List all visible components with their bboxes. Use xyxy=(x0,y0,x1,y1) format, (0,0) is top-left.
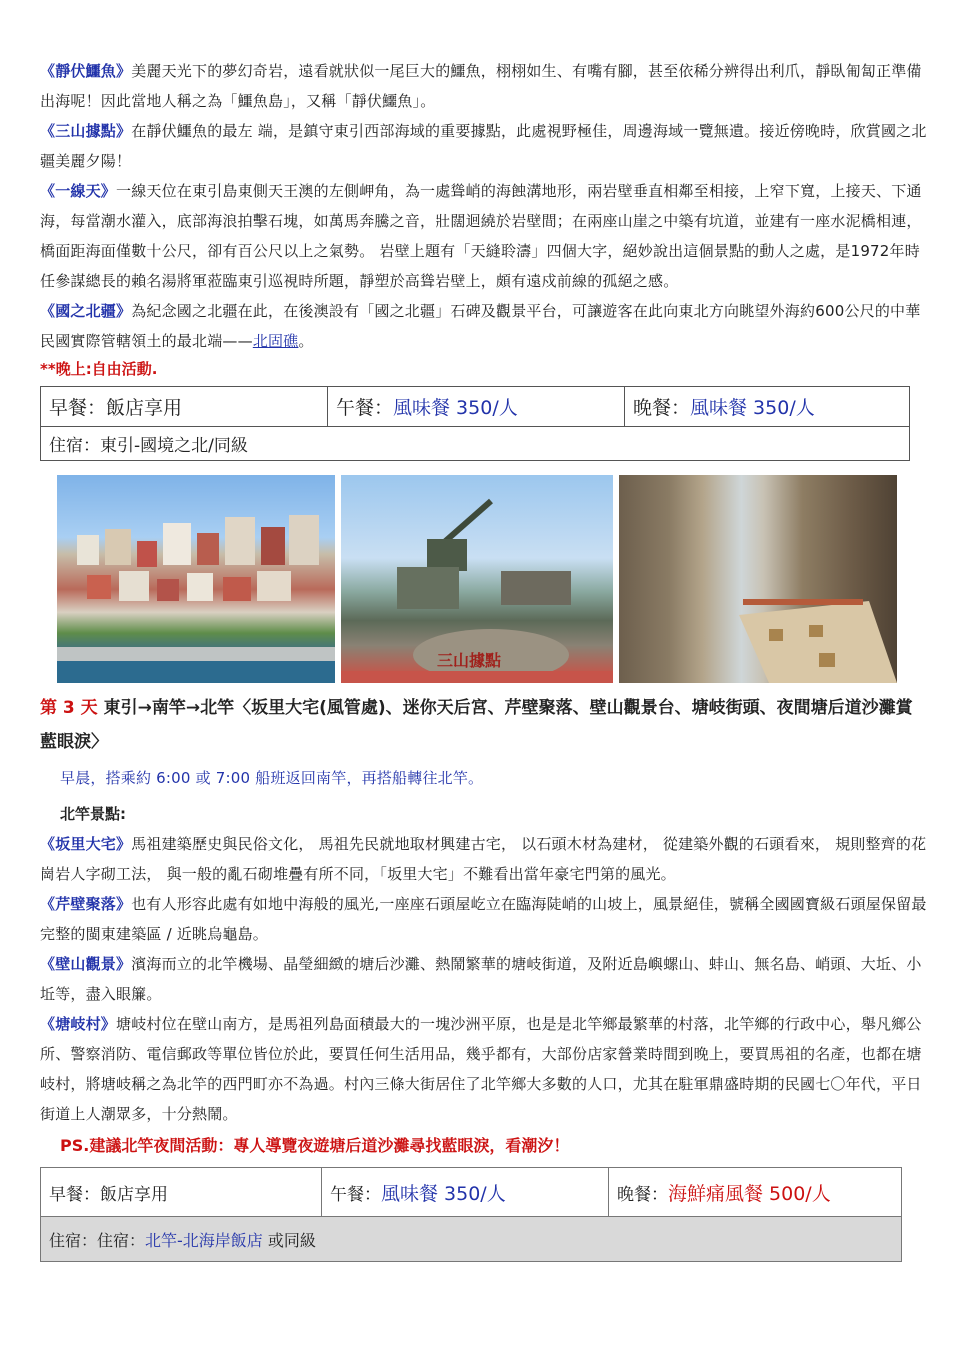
stay-text: 住宿：東引-國境之北/同級 xyxy=(49,436,248,456)
term-crocodile: 《靜伏鱷魚》 xyxy=(40,62,132,80)
lunch-cell-2 xyxy=(322,1168,609,1217)
lunch-label: 午餐： xyxy=(336,397,394,419)
day3-title xyxy=(40,691,928,759)
breakfast-cell xyxy=(41,387,328,427)
paragraph-sanshan xyxy=(40,116,928,176)
term-tangqi: 《塘岐村》 xyxy=(40,1015,117,1033)
text-bishan: 濱海而立的北竿機場、晶瑩細緻的塘后沙灘、熱鬧繁華的塘岐街道，及附近島嶼螺山、蚌山、無名島、峭頭、大坵、小坵等，盡入眼簾。 xyxy=(40,955,922,1003)
lunch-cell xyxy=(328,387,625,427)
lunch-value-2: 風味餐 350/人 xyxy=(381,1182,506,1205)
day3-morning: 早晨，搭乘約 6:00 或 7:00 船班返回南竿，再搭船轉往北竿。 xyxy=(60,769,484,787)
breakfast-text: 早餐：飯店享用 xyxy=(49,397,183,419)
text-banli: 馬祖建築歷史與民俗文化， 馬祖先民就地取材興建古宅， 以石頭木材為建材， 從建築外觀的石頭看來， 規則整齊的花崗岩人字砌工法， 與一般的亂石砌堆疊有所不同，「坂里大宅」不難看出當年豪宅門第的風光。 xyxy=(40,835,927,883)
dinner-value: 風味餐 350/人 xyxy=(690,397,815,419)
paragraph-qinbi xyxy=(40,889,928,949)
day3-label: 第 3 天 xyxy=(40,698,98,718)
photo-strip xyxy=(57,475,913,683)
stay-hotel-2: 北竿-北海岸飯店 xyxy=(145,1230,263,1250)
meals-table-day2 xyxy=(40,386,910,461)
evening-note: **晚上:自由活動. xyxy=(40,360,158,378)
paragraph-banli xyxy=(40,829,928,889)
paragraph-north-frontier xyxy=(40,296,928,356)
itinerary-page xyxy=(40,56,928,1262)
paragraph-tangqi xyxy=(40,1009,928,1129)
beigan-subhead: 北竿景點: xyxy=(60,805,126,823)
stay-cell xyxy=(41,427,910,461)
breakfast-cell-2 xyxy=(41,1168,322,1217)
stay-prefix-2: 住宿：住宿： xyxy=(49,1230,146,1250)
term-sanshan: 《三山據點》 xyxy=(40,122,132,140)
paragraph-bishan xyxy=(40,949,928,1009)
dinner-value-2: 海鮮痛風餐 500/人 xyxy=(668,1182,831,1205)
stay-cell-2 xyxy=(41,1217,902,1262)
breakfast-text-2: 早餐：飯店享用 xyxy=(49,1184,168,1205)
term-bishan: 《壁山觀景》 xyxy=(40,955,132,973)
meals-table-day3 xyxy=(40,1167,902,1262)
day3-route: 東引→南竿→北竿〈坂里大宅(風管處)、迷你天后宮、芹壁聚落、壁山觀景台、塘岐街頭、夜間塘后道沙灘賞藍眼淚〉 xyxy=(40,698,913,752)
cliff-gorge-photo xyxy=(619,475,897,683)
text-tangqi: 塘岐村位在壁山南方，是馬祖列島面積最大的一塊沙洲平原，也是是北竿鄉最繁華的村落，北竿鄉的行政中心，舉凡鄉公所、警察消防、電信郵政等單位皆位於此，要買任何生活用品，幾乎都有，大部份店家營業時間到晚上，要買馬祖的名產，也都在塘岐村，將塘岐稱之為北竿的西門町亦不為過。村內三條大街居住了北竿鄉大多數的人口，尤其在駐軍鼎盛時期的民國七〇年代，平日街道上人潮眾多，十分熱鬧。 xyxy=(40,1015,922,1123)
lunch-value: 風味餐 350/人 xyxy=(393,397,518,419)
term-north-frontier: 《國之北疆》 xyxy=(40,302,132,320)
term-yixiantian: 《一線天》 xyxy=(40,182,117,200)
anti-aircraft-gun-photo xyxy=(341,475,613,683)
term-qinbi: 《芹壁聚落》 xyxy=(40,895,132,913)
ps-note: PS.建議北竿夜間活動：專人導覽夜遊塘后道沙灘尋找藍眼淚，看潮汐！ xyxy=(60,1136,570,1155)
stay-suffix-2: 或同級 xyxy=(262,1230,316,1250)
text-qinbi: 也有人形容此處有如地中海般的風光,一座座石頭屋屹立在臨海陡峭的山坡上，風景絕佳，號稱全國國寶級石頭屋保留最完整的閩東建築區 / 近眺烏龜島。 xyxy=(40,895,927,943)
dinner-label-2: 晚餐： xyxy=(617,1184,668,1205)
dinner-label: 晚餐： xyxy=(633,397,691,419)
paragraph-yixiantian xyxy=(40,176,928,296)
text-yixiantian: 一線天位在東引島東側天王澳的左側岬角，為一處聳峭的海蝕溝地形，兩岩壁垂直相鄰至相接，上窄下寬，上接天、下通海，每當潮水灌入，底部海浪拍擊石塊，如萬馬奔騰之音，壯闊迴繞於岩壁間；在兩座山崖之中築有坑道，並建有一座水泥橋相連，橋面距海面僅數十公尺，卻有百公尺以上之氣勢。 岩壁上題有「天縫聆濤」四個大字，絕妙說出這個景點的動人之處，是1972年時任參謀總長的賴名湯將軍蒞臨東引巡視時所題，靜塑於高聳岩壁上，頗有遠戍前線的孤絕之感。 xyxy=(40,182,922,290)
dinner-cell-2 xyxy=(609,1168,902,1217)
term-banli: 《坂里大宅》 xyxy=(40,835,132,853)
text-crocodile: 美麗天光下的夢幻奇岩，遠看就狀似一尾巨大的鱷魚，栩栩如生、有嘴有腳，甚至依稀分辨得出利爪，靜臥匍匐正準備出海呢！因此當地人稱之為「鱷魚島」，又稱「靜伏鱷魚」。 xyxy=(40,62,922,110)
village-houses-graphic xyxy=(57,475,335,683)
text-north-frontier: 為紀念國之北疆在此，在後澳設有「國之北疆」石碑及觀景平台，可讓遊客在此向東北方向眺望外海約600公尺的中華民國實際管轄領土的最北端—— xyxy=(40,302,921,350)
gorge-platform-graphic xyxy=(619,475,897,683)
text-sanshan: 在靜伏鱷魚的最左 端，是鎮守東引西部海域的重要據點，此處視野極佳，周邊海域一覽無遺。接近傍晚時，欣賞國之北疆美麗夕陽！ xyxy=(40,122,927,170)
beiguji-link[interactable]: 北固礁 xyxy=(252,332,299,350)
lunch-label-2: 午餐： xyxy=(330,1184,381,1205)
text-north-frontier-tail: 。 xyxy=(298,332,314,350)
stone-caption: 三山據點 xyxy=(437,651,502,670)
paragraph-crocodile xyxy=(40,56,928,116)
village-harbor-photo xyxy=(57,475,335,683)
dinner-cell xyxy=(625,387,910,427)
